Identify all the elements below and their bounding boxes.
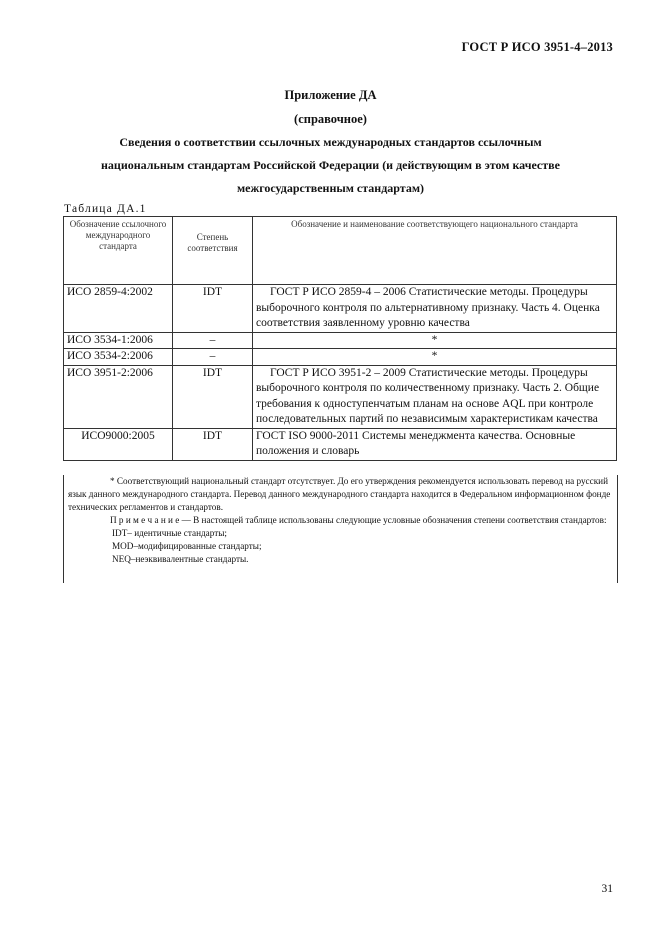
table-row: [64, 332, 617, 349]
column-header-national: Обозначение и наименование соответствующего национального стандарта: [253, 217, 617, 285]
table-header-row: [64, 217, 617, 285]
table-footnote-area: [63, 475, 618, 583]
table-row: [64, 428, 617, 460]
national-standard-cell: *: [253, 332, 617, 349]
legend-item-neq: NEQ–неэквивалентные стандарты.: [112, 554, 249, 564]
page-number: 31: [601, 883, 613, 895]
national-standard-cell: ГОСТ Р ИСО 2859-4 – 2006 Статистические методы. Процедуры выборочного контроля по альтернативному признаку. Часть 4. Оценка соответствия заявленному уровню качества: [253, 285, 617, 333]
document-code: ГОСТ Р ИСО 3951-4–2013: [461, 40, 613, 54]
degree-cell: –: [173, 332, 253, 349]
degree-cell: –: [173, 349, 253, 366]
annex-heading-line2: национальным стандартам Российской Федерации (и действующим в этом качестве: [101, 158, 560, 172]
table-note: [68, 514, 613, 527]
legend-item-idt: IDT– идентичные стандарты;: [112, 528, 227, 538]
national-standard-cell: *: [253, 349, 617, 366]
national-standard-cell: ГОСТ ISO 9000-2011 Системы менеджмента качества. Основные положения и словарь: [253, 428, 617, 460]
table-row: [64, 365, 617, 428]
annex-title: Приложение ДА: [284, 88, 377, 102]
column-header-intl: Обозначение ссылочного международного стандарта: [64, 217, 173, 285]
footnote-text: * Соответствующий национальный стандарт отсутствует. До его утверждения рекомендуется использовать перевод на русский язык данного международного стандарта. Перевод данного международного стандарта находится в Федеральном информационном фонде технических регламентов и стандартов.: [68, 476, 611, 512]
national-standard-cell: ГОСТ Р ИСО 3951-2 – 2009 Статистические методы. Процедуры выборочного контроля по количественному признаку. Часть 2. Общие требования к одноступенчатым планам на основе AQL при контроле последовательных партий по независимым характеристикам качества: [253, 365, 617, 428]
annex-subtitle: (справочное): [294, 112, 367, 126]
intl-standard-cell: ИСО 3534-1:2006: [64, 332, 173, 349]
intl-standard-cell: ИСО9000:2005: [64, 428, 173, 460]
intl-standard-cell: ИСО 3534-2:2006: [64, 349, 173, 366]
column-header-degree: Степень соответствия: [173, 217, 253, 285]
intl-standard-cell: ИСО 2859-4:2002: [64, 285, 173, 333]
note-label: П р и м е ч а н и е: [110, 515, 180, 525]
legend-item-mod: MOD–модифицированные стандарты;: [112, 541, 262, 551]
degree-cell: IDT: [173, 285, 253, 333]
reference-standards-table: [63, 216, 617, 461]
degree-cell: IDT: [173, 428, 253, 460]
table-caption: Таблица ДА.1: [64, 203, 147, 215]
annex-heading-line1: Сведения о соответствии ссылочных международных стандартов ссылочным: [119, 135, 542, 149]
degree-cell: IDT: [173, 365, 253, 428]
intl-standard-cell: ИСО 3951-2:2006: [64, 365, 173, 428]
note-text: — В настоящей таблице использованы следующие условные обозначения степени соответствия стандартов:: [179, 515, 607, 525]
table-row: [64, 349, 617, 366]
annex-heading-line3: межгосударственным стандартам): [237, 181, 424, 195]
table-row: [64, 285, 617, 333]
